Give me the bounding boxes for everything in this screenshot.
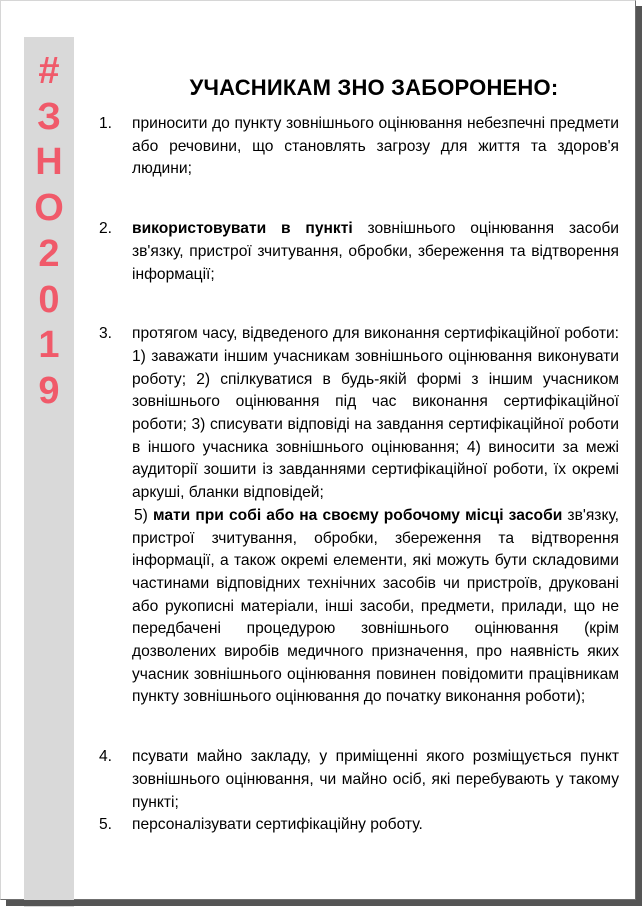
page-shadow-right bbox=[636, 6, 642, 906]
item-bold-text: використовувати в пункті bbox=[132, 220, 353, 238]
hashtag-char: # bbox=[38, 50, 60, 92]
sub-item-bold-text: мати при собі або на своєму робочому місці засоби bbox=[153, 506, 563, 524]
item-text-container bbox=[132, 218, 619, 286]
list-item bbox=[99, 814, 619, 837]
rules-list bbox=[99, 113, 619, 837]
page-title: УЧАСНИКАМ ЗНО ЗАБОРОНЕНО: bbox=[189, 75, 559, 100]
sub-item-prefix: 5) bbox=[134, 506, 153, 524]
item-text: приносити до пункту зовнішнього оцінювання небезпечні предмети або речовини, що становлять загрозу для життя та здоров'я людини; bbox=[132, 115, 619, 178]
item-text: псувати майно закладу, у приміщенні якого розміщується пункт зовнішнього оцінювання, чи майно осіб, які перебувають у такому пункті; bbox=[132, 748, 619, 811]
hashtag-sidebar bbox=[24, 37, 74, 907]
item-text: протягом часу, відведеного для виконання сертифікаційної роботи: 1) заважати іншим учасникам зовнішнього оцінювання виконувати роботу; 2) спілкуватися в будь-якій формі з іншим учасником зовнішнього оцінювання під час виконання сертифікаційної роботи; 3) списувати відповіді на завдання сертифікаційної роботи в іншого учасника зовнішнього оцінювання; 4) виносити за межі аудиторії зошити із завданнями сертифікаційної роботи, їх окремі аркуші, бланки відповідей; bbox=[132, 325, 619, 502]
item-number: 1. bbox=[99, 115, 113, 132]
hashtag-char: Н bbox=[35, 141, 63, 184]
item-number: 4. bbox=[99, 748, 113, 766]
sub-item-text: зв'язку, пристрої зчитування, обробки, збереження та відтворення інформації, а також окремі елементи, які можуть бути складовими частинами відповідних технічних засобів чи пристроїв, друковані або рукописні матеріали, інші засоби, предмети, прилади, що не передбачені процедурою зовнішнього оцінювання (крім дозволених виробів медичного призначення, про наявність яких учасник зовнішнього оцінювання повинен повідомити працівникам пункту зовнішнього оцінювання до початку виконання роботи); bbox=[132, 506, 620, 706]
hashtag-char: 2 bbox=[38, 232, 60, 275]
page-shadow-bottom bbox=[6, 900, 642, 906]
hashtag-char: 0 bbox=[38, 278, 60, 321]
item-number: 5. bbox=[99, 816, 113, 834]
sub-item bbox=[132, 505, 619, 709]
item-text: зовнішнього оцінювання засоби зв'язку, пристрої зчитування, обробки, збереження та відтворення інформації; bbox=[132, 220, 620, 283]
hashtag-vertical-text bbox=[24, 49, 74, 415]
list-item bbox=[99, 218, 619, 286]
list-item bbox=[99, 746, 619, 814]
item-number: 2. bbox=[99, 220, 113, 238]
list-item bbox=[99, 113, 619, 181]
list-item bbox=[99, 323, 619, 709]
hashtag-char: 9 bbox=[38, 369, 60, 412]
item-text-container bbox=[132, 323, 619, 709]
item-number: 3. bbox=[99, 325, 113, 343]
hashtag-char: 1 bbox=[38, 324, 60, 367]
item-text: персоналізувати сертифікаційну роботу. bbox=[132, 816, 423, 834]
hashtag-char: З bbox=[37, 95, 61, 138]
hashtag-char: О bbox=[34, 187, 64, 230]
